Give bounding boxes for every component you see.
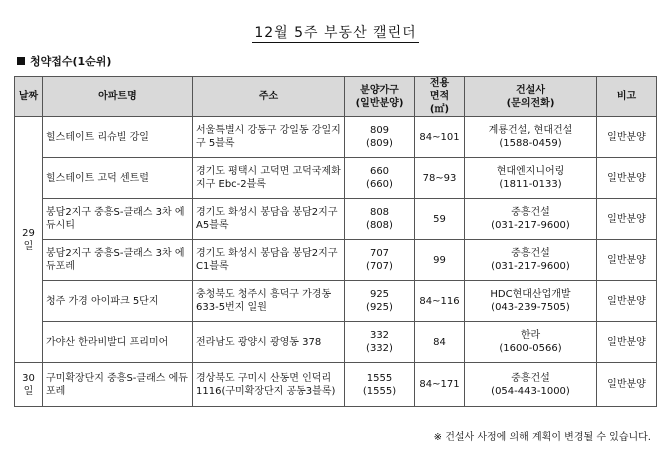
builder-cell: 중흥건설 (031-217-9600) (465, 240, 597, 281)
apartment-name: 청주 가경 아이파크 5단지 (43, 281, 193, 322)
page-title: 12월 5주 부동산 캘린더 (254, 25, 417, 41)
footnote: ※ 건설사 사정에 의해 계획이 변경될 수 있습니다. (433, 432, 651, 443)
area-cell: 59 (415, 199, 465, 240)
apartment-name: 힐스테이트 고덕 센트럴 (43, 158, 193, 199)
units-cell: 332 (332) (345, 322, 415, 363)
area-cell: 78~93 (415, 158, 465, 199)
area-cell: 84~171 (415, 363, 465, 407)
note-cell: 일반분양 (597, 117, 657, 158)
table-row (15, 117, 657, 158)
area-cell: 84~101 (415, 117, 465, 158)
units-cell: 925 (925) (345, 281, 415, 322)
table-row (15, 363, 657, 407)
builder-cell: 중흥건설 (031-217-9600) (465, 199, 597, 240)
area-cell: 99 (415, 240, 465, 281)
header-name: 아파트명 (43, 77, 193, 117)
apartment-name: 가야산 한라비발디 프리미어 (43, 322, 193, 363)
note-cell: 일반분양 (597, 363, 657, 407)
header-row (15, 77, 657, 117)
builder-cell: 현대엔지니어링 (1811-0133) (465, 158, 597, 199)
header-area: 전용 면적 (㎡) (415, 77, 465, 117)
header-note: 비고 (597, 77, 657, 117)
table-row (15, 281, 657, 322)
table-row (15, 322, 657, 363)
header-date: 날짜 (15, 77, 43, 117)
note-cell: 일반분양 (597, 322, 657, 363)
units-cell: 707 (707) (345, 240, 415, 281)
table-row (15, 199, 657, 240)
note-cell: 일반분양 (597, 281, 657, 322)
square-bullet-icon (17, 57, 25, 65)
apartment-name: 구미확장단지 중흥S-클래스 에듀포레 (43, 363, 193, 407)
section-heading: 청약접수(1순위) (17, 53, 111, 69)
calendar-table (14, 76, 657, 407)
date-cell: 30일 (15, 363, 43, 407)
area-cell: 84~116 (415, 281, 465, 322)
builder-cell: HDC현대산업개발 (043-239-7505) (465, 281, 597, 322)
address-cell: 전라남도 광양시 광영동 378 (193, 322, 345, 363)
units-cell: 808 (808) (345, 199, 415, 240)
address-cell: 서울특별시 강동구 강일동 강일지구 5블록 (193, 117, 345, 158)
date-cell: 29일 (15, 117, 43, 363)
area-cell: 84 (415, 322, 465, 363)
address-cell: 충청북도 청주시 흥덕구 가경동 633-5번지 일원 (193, 281, 345, 322)
address-cell: 경상북도 구미시 산동면 인덕리 1116(구미확장단지 공동3블록) (193, 363, 345, 407)
units-cell: 660 (660) (345, 158, 415, 199)
table-row (15, 158, 657, 199)
apartment-name: 봉담2지구 중흥S-클래스 3차 에듀시티 (43, 199, 193, 240)
address-cell: 경기도 평택시 고덕면 고덕국제화지구 Ebc-2블록 (193, 158, 345, 199)
units-cell: 809 (809) (345, 117, 415, 158)
header-address: 주소 (193, 77, 345, 117)
builder-cell: 계룡건설, 현대건설 (1588-0459) (465, 117, 597, 158)
header-builder: 건설사 (문의전화) (465, 77, 597, 117)
address-cell: 경기도 화성시 봉담읍 봉담2지구 C1블록 (193, 240, 345, 281)
apartment-name: 힐스테이트 리슈빌 강일 (43, 117, 193, 158)
table-row (15, 240, 657, 281)
note-cell: 일반분양 (597, 240, 657, 281)
note-cell: 일반분양 (597, 199, 657, 240)
builder-cell: 한라 (1600-0566) (465, 322, 597, 363)
units-cell: 1555 (1555) (345, 363, 415, 407)
header-units: 분양가구 (일반분양) (345, 77, 415, 117)
builder-cell: 중흥건설 (054-443-1000) (465, 363, 597, 407)
apartment-name: 봉담2지구 중흥S-클래스 3차 에듀포레 (43, 240, 193, 281)
note-cell: 일반분양 (597, 158, 657, 199)
address-cell: 경기도 화성시 봉담읍 봉담2지구 A5블록 (193, 199, 345, 240)
